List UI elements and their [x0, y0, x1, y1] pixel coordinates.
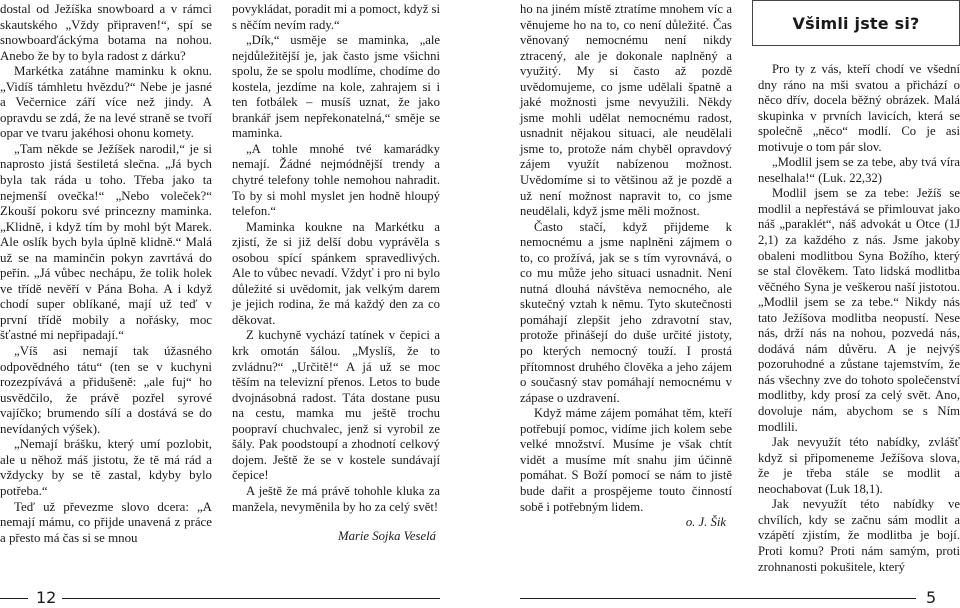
author-signature: Marie Sojka Veselá	[338, 529, 436, 544]
paragraph: „Víš asi nemají tak úžasného odpovědného tátu“ (ten se v kuchyni rozezpívává a přidušeně: „ale fuj“ ho usvědčilo, že právě pozřel syrové vajíčko; brumendo sílí a dostává se do nevídaných výšek).	[0, 344, 212, 436]
left-page-column-2	[232, 2, 440, 545]
left-page-column-1	[0, 2, 212, 546]
page-number-right: 5	[926, 588, 937, 607]
paragraph: Z kuchyně vychází tatínek v čepici a krk omotán šálou. „Myslíš, že to zvládnu?“ „Určitě!“ A já už se moc těším na televizní přenos. Letos to bude dvojnásobná radost. Táta dostane pusu na cestu, mamka mu ještě trochu poopraví chuchvalec, jenž si vyrobil ze šály. Pak poodstoupí a zhodnotí celkový dojem. Ještě že se v kostele sundávají čepice!	[232, 328, 440, 483]
paragraph: Modlil jsem se za tebe: Ježíš se modlil a nepřestává se přimlouvat jako náš „paraklét“, náš advokát u Otce (1J 2,1) za každého z nás. Jsme jakoby obaleni modlitbou Syna Božího, který se stal člověkem. Tato lidská modlitba věčného Syna je veškerou naší jistotou. „Modlil jsem se za tebe.“ Nikdy nás tato Ježíšova modlitba neopustí. Nese nás, drží nás na nohou, pozvedá nás, dodává nám důvěru. A je nejvýš pozoruhodné a zůstane tajemstvím, že nás všechny zve do tohoto společenství modlitby, kdy prosí za celý svět. Ano, dovoluje nám, abychom se s Ním modlili.	[758, 186, 960, 434]
right-page-column-2	[758, 62, 960, 575]
paragraph: povykládat, poradit mi a pomoct, když si s něčím nevím rady.“	[232, 2, 440, 32]
paragraph: Jak nevyužít této nabídky, zvlášť když si připomeneme Ježíšova slova, že je třeba stále se modlit a neochabovat (Luk 18,1).	[758, 435, 960, 496]
paragraph: „A tohle mnohé tvé kamarádky nemají. Žádné nejmódnější trendy a chytré telefony tohle nemohou nahradit. To by si mohl myslet jen hodně hloupý telefon.“	[232, 141, 440, 219]
paragraph: „Nemají brášku, který umí pozlobit, ale u něhož máš jistotu, že tě má rád a vždycky by se tě zastal, kdyby bylo potřeba.“	[0, 437, 212, 498]
author-signature: o. J. Šik	[685, 515, 726, 530]
paragraph: Jak nevyužít této nabídky ve chvílích, kdy se začnu sám modlit a vzápětí zjistím, že modlitba je bojí. Proti komu? Proti nám samým, proti zrohnanosti pokušitele, který	[758, 497, 960, 574]
paragraph: Teď už převezme slovo dcera: „A nemají mámu, co přijde unavená z práce a přesto má čas si se mnou	[0, 499, 212, 545]
footer-rule-right	[520, 598, 916, 599]
paragraph: „Tam někde se Ježíšek narodil,“ je si naprosto jistá šestiletá slečna. „Já bych byla tak ráda u toho. Třeba jako ta nejmenší ovečka!“ „Nebo voleček?“ Zkouší pokoru své princezny maminka. „Klidně, i když tím by mohl být Marek. Ale oslík bych byla úplně klidně.“ Malá už se na maminčin pokyn zavrtává do peřin. „Já vůbec nechápu, že tolik holek ve třídě nevěří v Pána Boha. A i když chodí super oblíkané, mají už teď v první třídě mobily a nořásky, moc šťastné mi nepřipadají.“	[0, 141, 212, 343]
paragraph: „Modlil jsem se za tebe, aby tvá víra neselhala!“ (Luk. 22,32)	[758, 155, 960, 185]
footer-rule-left-a	[0, 598, 28, 599]
paragraph: Maminka koukne na Markétku a zjistí, že si již delší dobu vyprávěla s osobou spící spánkem spravedlivých. Ale to vůbec nevadí. Vždyť i pro ni bylo důležité si uvědomit, jak velkým darem je jejich rodina, že má každý den za co děkovat.	[232, 219, 440, 327]
paragraph: A ještě že má právě tohohle kluka za manžela, nevyměnila by ho za celý svět!	[232, 483, 440, 514]
paragraph: Pro ty z vás, kteří chodí ve všední dny ráno na mši svatou a přichází o něco dřív, docela běžný obrázek. Malá skupinka v prvních lavicích, která se společně „něco“ modlí. Co je asi motivuje o tom pár slov.	[758, 62, 960, 154]
footer-rule-left-b	[62, 598, 440, 599]
paragraph: „Dík,“ usměje se maminka, „ale nejdůležitější je, jak často jsme všichni spolu, že se spolu modlíme, chodíme do kostela, jezdíme na kole, zahrajem si i ten fotbálek – musíš uznat, že jako brankář jsem nepřekonatelná,“ směje se maminka.	[232, 33, 440, 141]
page-number-left: 12	[36, 588, 57, 607]
callout-box-title: Všimli jste si?	[792, 13, 920, 33]
callout-box	[752, 0, 960, 46]
paragraph: ho na jiném místě ztratíme mnohem víc a věnujeme ho na to, co není důležité. Čas věnovaný nemocnému není nikdy ztracený, ale je dokonale naplněný a využitý. My si často až pozdě uvědomujeme, co jsme udělali špatně a jaké možnosti jsme nevyužili. Někdy jsme mohli udělat nemocnému radost, usnadnit nějakou situaci, ale neudělali jsme to, protože nám chyběl opravdový zájem využít nabízenou možnost. Uvědomíme si to většinou až je pozdě a už není možnost napravit to, co jsme neudělali, když jsme měli možnost.	[520, 2, 732, 219]
paragraph: Markétka zatáhne maminku k oknu. „Vidíš támhletu hvězdu?“ Nebe je jasné a Večernice září více než jindy. A opravdu se zdá, že na levé straně se tvoří opar ve tvaru jakéhosi ohonu komety.	[0, 64, 212, 141]
right-page-column-1	[520, 2, 732, 531]
paragraph: Často stačí, když přijdeme k nemocnému a jsme naplněni zájmem o to, co prožívá, jak se s tím vyrovnává, o co mu může jeho situaci usnadnit. Není nutná dlouhá návštěva nemocného, ale skutečný vztah k němu. Tyto skutečnosti pomáhají zlepšit jeho zdravotní stav, protože přinášejí do duše určité jistoty, po kterých nemocný touží. I prostá přítomnost druhého člověka a jeho zájem o současný stav pomáhají nemocnému v zápase o uzdravení.	[520, 219, 732, 405]
paragraph: dostal od Ježíška snowboard a v rámci skautského „Vždy připraven!“, spí se snowboarďáckýma botama na nohou. Anebo že by to byla radost z dárku?	[0, 2, 212, 63]
paragraph: Když máme zájem pomáhat těm, kteří potřebují pomoc, vidíme jich kolem sebe velké množství. Musíme je však chtít vidět a musíme mít snahu jim účinně pomáhat. S Boží pomocí se nám to jistě bude dařit a prospějeme touto činností sobě i potřebným lidem.	[520, 406, 732, 514]
